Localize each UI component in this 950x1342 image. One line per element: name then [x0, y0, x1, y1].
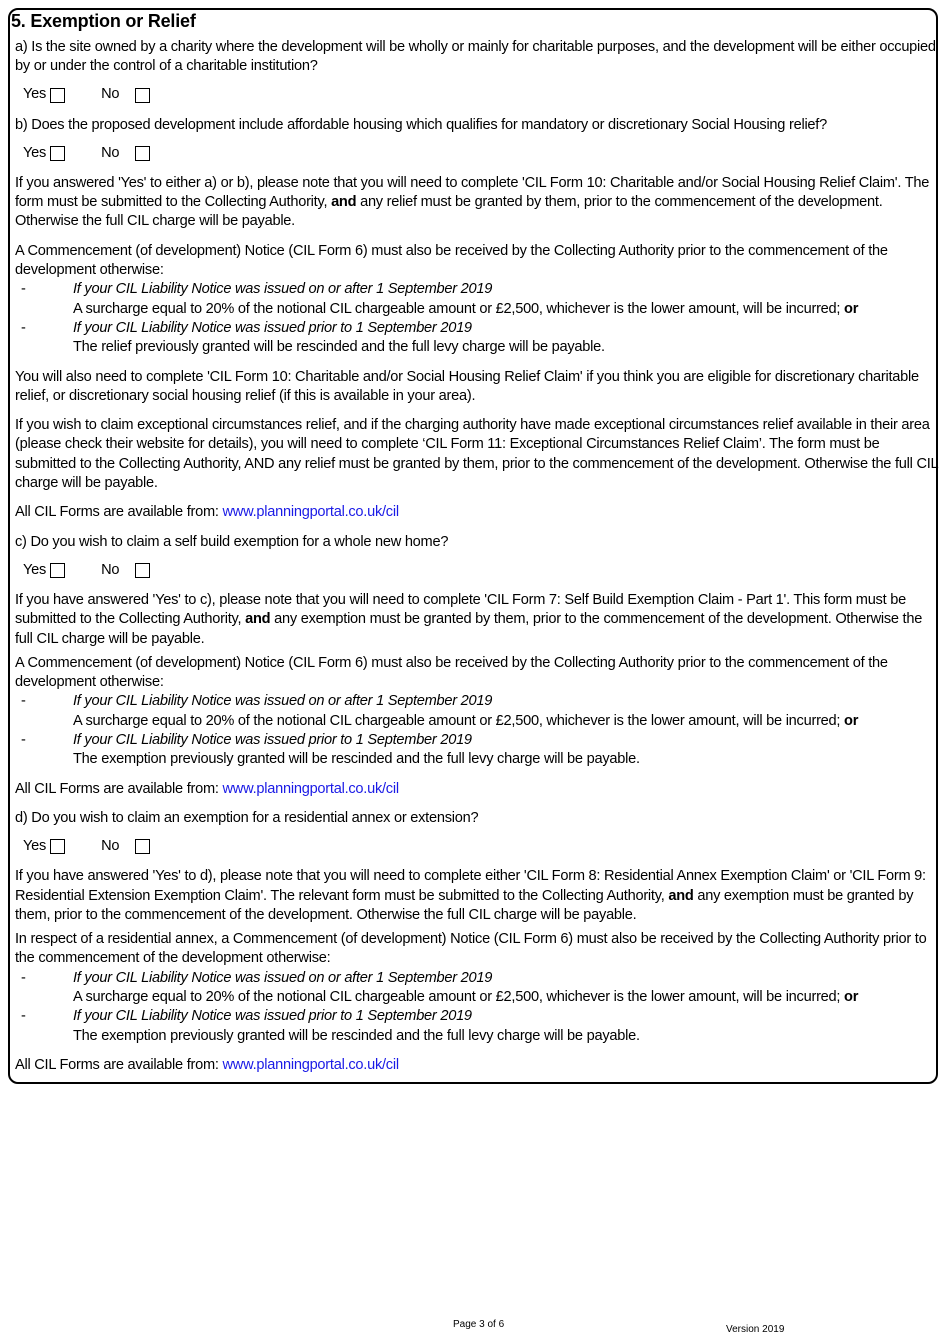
ab-note: If you answered 'Yes' to either a) or b), please note that you will need to complete 'CIL Form 10: Charitable and/or Social Housing Relief Claim'. The form must be submitted to the Collecting Authority, and any relief must be granted by them, prior to the commencement of the development. Otherwise the full CIL charge will be payable. — [15, 174, 930, 230]
section-content — [11, 8, 940, 1085]
commencement-intro: A Commencement (of development) Notice (CIL Form 6) must also be received by the Collecting Authority prior to the commencement of the development otherwise: — [15, 242, 888, 279]
bullet-after-date: If your CIL Liability Notice was issued on or after 1 September 2019 — [73, 281, 493, 298]
question-a-no-checkbox[interactable] — [135, 88, 150, 103]
exemption-rescinded: The exemption previously granted will be rescinded and the full levy charge will be payable. — [73, 751, 640, 768]
yes-label: Yes — [23, 838, 47, 855]
bullet-prior-date: If your CIL Liability Notice was issued prior to 1 September 2019 — [73, 319, 472, 336]
no-label: No — [101, 144, 120, 161]
planning-portal-link[interactable]: www.planningportal.co.uk/cil — [222, 504, 399, 521]
question-b: b) Does the proposed development include affordable housing which qualifies for mandatory or discretionary Social Housing relief? — [15, 116, 827, 133]
commencement-list-ab: A Commencement (of development) Notice (CIL Form 6) must also be received by the Collecting Authority prior to the commencement of the development otherwise: - If your CIL Liability Notice was issued on or after 1 September 2019 A surcharge equal to 20% of the notional CIL chargeable amount or £2,500, whichever is the lower amount, will be incurred; or - If your CIL Liability Notice was issued prior to 1 September 2019 The relief previously granted will be rescinded and the full levy charge will be payable. — [15, 242, 940, 358]
bullet-after-date: If your CIL Liability Notice was issued on or after 1 September 2019 — [73, 969, 493, 986]
yes-label: Yes — [23, 144, 47, 161]
question-a: a) Is the site owned by a charity where the development will be wholly or mainly for charitable purposes, and the development will be either occupied by or under the control of a charitable institution? — [15, 39, 936, 75]
question-d: d) Do you wish to claim an exemption for a residential annex or extension? — [15, 809, 479, 826]
commencement-intro: A Commencement (of development) Notice (CIL Form 6) must also be received by the Collecting Authority prior to the commencement of the development otherwise: — [15, 654, 888, 691]
version-label: Version 2019 — [726, 1324, 785, 1335]
question-d-no-checkbox[interactable] — [135, 839, 150, 854]
forms-link-line: All CIL Forms are available from: www.planningportal.co.uk/cil — [15, 780, 399, 797]
surcharge-line: A surcharge equal to 20% of the notional CIL chargeable amount or £2,500, whichever is the lower amount, will be incurred; or — [73, 988, 859, 1005]
bullet-after-date: If your CIL Liability Notice was issued on or after 1 September 2019 — [73, 693, 493, 710]
commencement-list-d: In respect of a residential annex, a Commencement (of development) Notice (CIL Form 6) must also be received by the Collecting Authority prior to the commencement of the development otherwise: - If your CIL Liability Notice was issued on or after 1 September 2019 A surcharge equal to 20% of the notional CIL chargeable amount or £2,500, whichever is the lower amount, will be incurred; or - If your CIL Liability Notice was issued prior to 1 September 2019 The exemption previously granted will be rescinded and the full levy charge will be payable. — [15, 930, 940, 1046]
commencement-intro-annex: In respect of a residential annex, a Commencement (of development) Notice (CIL Form 6) must also be received by the Collecting Authority prior to the commencement of the development otherwise: — [15, 931, 927, 967]
bullet-prior-date: If your CIL Liability Notice was issued prior to 1 September 2019 — [73, 732, 472, 749]
forms-link-line: All CIL Forms are available from: www.planningportal.co.uk/cil — [15, 1056, 399, 1073]
no-label: No — [101, 561, 120, 578]
exemption-rescinded: The exemption previously granted will be rescinded and the full levy charge will be payable. — [73, 1027, 640, 1044]
question-c-options — [23, 556, 940, 585]
relief-rescinded: The relief previously granted will be rescinded and the full levy charge will be payable. — [73, 339, 605, 356]
bullet-prior-date: If your CIL Liability Notice was issued prior to 1 September 2019 — [73, 1008, 472, 1025]
planning-portal-link[interactable]: www.planningportal.co.uk/cil — [222, 780, 399, 797]
question-c-yes-checkbox[interactable] — [50, 563, 65, 578]
yes-label: Yes — [23, 86, 47, 103]
yes-label: Yes — [23, 561, 47, 578]
question-d-yes-checkbox[interactable] — [50, 839, 65, 854]
question-c: c) Do you wish to claim a self build exemption for a whole new home? — [15, 533, 449, 550]
form10-note: You will also need to complete 'CIL Form 10: Charitable and/or Social Housing Relief Claim' if you think you are eligible for discretionary charitable relief, or discretionary social housing relief (if this is available in your area). — [15, 368, 919, 404]
forms-link-line: All CIL Forms are available from: www.planningportal.co.uk/cil — [15, 504, 399, 521]
surcharge-line: A surcharge equal to 20% of the notional CIL chargeable amount or £2,500, whichever is the lower amount, will be incurred; or — [73, 300, 859, 317]
exceptional-note: If you wish to claim exceptional circumstances relief, and if the charging authority have made exceptional circumstances relief available in their area (please check their website for details), you will need to complete ‘CIL Form 11: Exceptional Circumstances Relief Claim’. The form must be submitted to the Collecting Authority, AND any relief must be granted by them, prior to the commencement of the development. Otherwise the full CIL charge will be payable. — [15, 417, 938, 492]
planning-portal-link[interactable]: www.planningportal.co.uk/cil — [222, 1056, 399, 1073]
section-title: 5. Exemption or Relief — [11, 11, 196, 31]
c-note: If you have answered 'Yes' to c), please note that you will need to complete 'CIL Form 7: Self Build Exemption Claim - Part 1'. This form must be submitted to the Collecting Authority, and any exemption must be granted by them, prior to the commencement of the development. Otherwise the full CIL charge will be payable. — [15, 591, 923, 647]
commencement-list-c: A Commencement (of development) Notice (CIL Form 6) must also be received by the Collecting Authority prior to the commencement of the development otherwise: - If your CIL Liability Notice was issued on or after 1 September 2019 A surcharge equal to 20% of the notional CIL chargeable amount or £2,500, whichever is the lower amount, will be incurred; or - If your CIL Liability Notice was issued prior to 1 September 2019 The exemption previously granted will be rescinded and the full levy charge will be payable. — [15, 654, 940, 770]
page-number: Page 3 of 6 — [453, 1319, 505, 1330]
question-c-no-checkbox[interactable] — [135, 563, 150, 578]
question-a-yes-checkbox[interactable] — [50, 88, 65, 103]
d-note: If you have answered 'Yes' to d), please note that you will need to complete either 'CIL Form 8: Residential Annex Exemption Claim' or 'CIL Form 9: Residential Extension Exemption Claim'. The relevant form must be submitted to the Collecting Authority, and any exemption must be granted by them, prior to the commencement of the development. Otherwise the full CIL charge will be payable. — [15, 868, 926, 923]
question-b-options — [23, 139, 940, 168]
question-b-yes-checkbox[interactable] — [50, 146, 65, 161]
question-d-options — [23, 832, 940, 861]
no-label: No — [101, 838, 120, 855]
question-b-no-checkbox[interactable] — [135, 146, 150, 161]
no-label: No — [101, 86, 120, 103]
question-a-options — [23, 81, 940, 110]
surcharge-line: A surcharge equal to 20% of the notional CIL chargeable amount or £2,500, whichever is the lower amount, will be incurred; or — [73, 712, 859, 729]
